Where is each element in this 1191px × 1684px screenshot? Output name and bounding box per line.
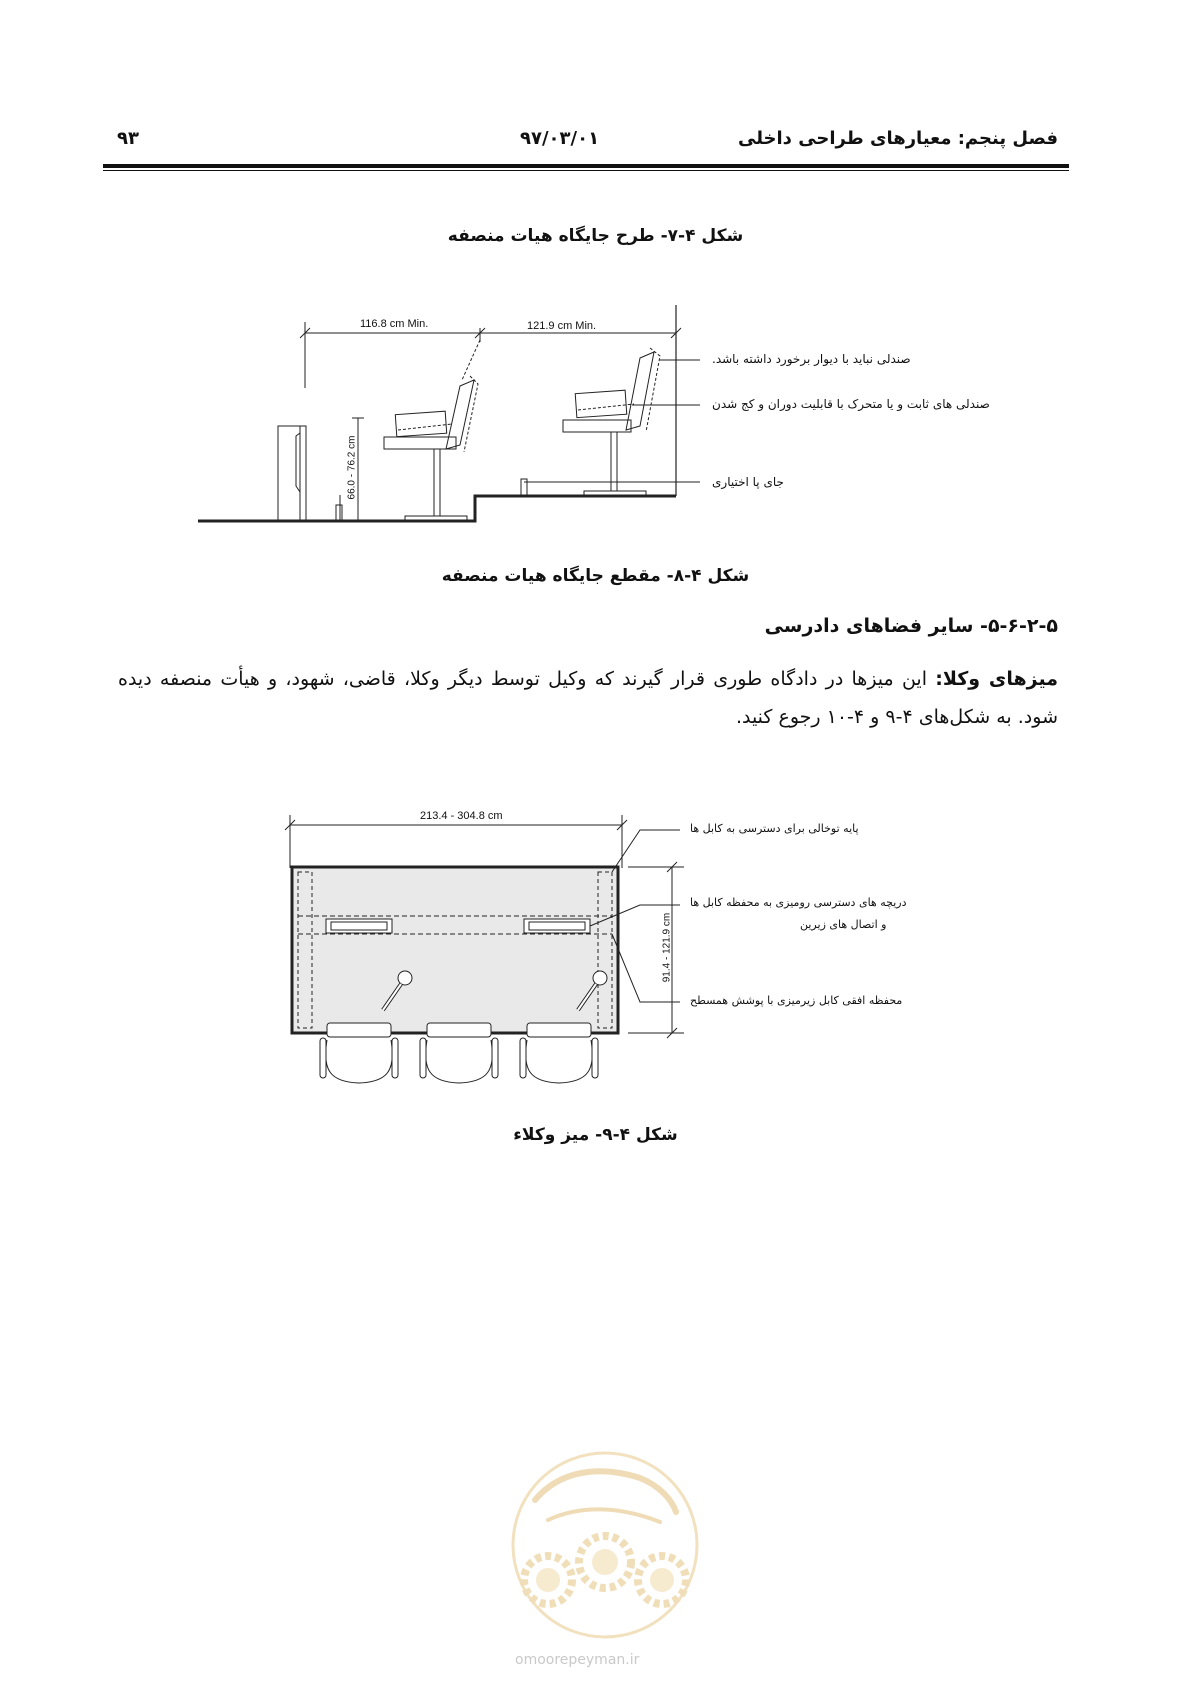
section-paragraph xyxy=(118,660,1058,736)
note-hatch-line1: دریچه های دسترسی رومیزی به محفظه کابل ها xyxy=(690,896,907,909)
paragraph-lead: میزهای وکلا: xyxy=(935,668,1058,690)
paragraph-body: این میزها در دادگاه طوری قرار گیرند که وکیل توسط دیگر وکلا، قاضی، شهود، و هیأت منصفه دیده شود. به شکل‌های ۴-۹ و ۴-۱۰ رجوع کنید. xyxy=(118,668,1058,728)
dimension-vertical: 66.0 - 76.2 cm xyxy=(346,435,358,500)
note-leg: پایه توخالی برای دسترسی به کابل ها xyxy=(690,822,859,835)
note-trough: محفظه افقی کابل زیرمیزی با پوشش همسطح xyxy=(690,994,903,1007)
dimension-left: 116.8 cm Min. xyxy=(360,318,429,330)
dimension-depth: 91.4 - 121.9 cm xyxy=(661,912,673,983)
figure-7-caption: شکل ۴-۷- طرح جایگاه هیات منصفه xyxy=(447,226,744,246)
figure-9-caption: شکل ۴-۹- میز وکلاء xyxy=(513,1125,678,1145)
dimension-right: 121.9 cm Min. xyxy=(527,320,597,332)
header-date: ۹۷/۰۳/۰۱ xyxy=(520,128,600,149)
note-chairs: صندلی های ثابت و یا متحرک با قابلیت دوران و کج شدن xyxy=(712,397,990,411)
figure-8-caption: شکل ۴-۸- مقطع جایگاه هیات منصفه xyxy=(441,566,750,586)
note-footrest: جای پا اختیاری xyxy=(712,475,784,489)
dimension-width: 213.4 - 304.8 cm xyxy=(420,810,503,822)
note-hatch-line2: و اتصال های زیرین xyxy=(800,918,887,931)
header-rule-thin xyxy=(103,170,1069,171)
chapter-title: فصل پنجم: معیارهای طراحی داخلی xyxy=(737,128,1058,149)
section-heading: ۵-۶-۲-۵- سایر فضاهای دادرسی xyxy=(764,615,1058,637)
note-wall: صندلی نباید با دیوار برخورد داشته باشد. xyxy=(712,352,911,366)
header-rule xyxy=(103,164,1069,168)
page-number: ۹۳ xyxy=(117,128,139,149)
watermark-site: omoorepeyman.ir xyxy=(515,1652,640,1668)
